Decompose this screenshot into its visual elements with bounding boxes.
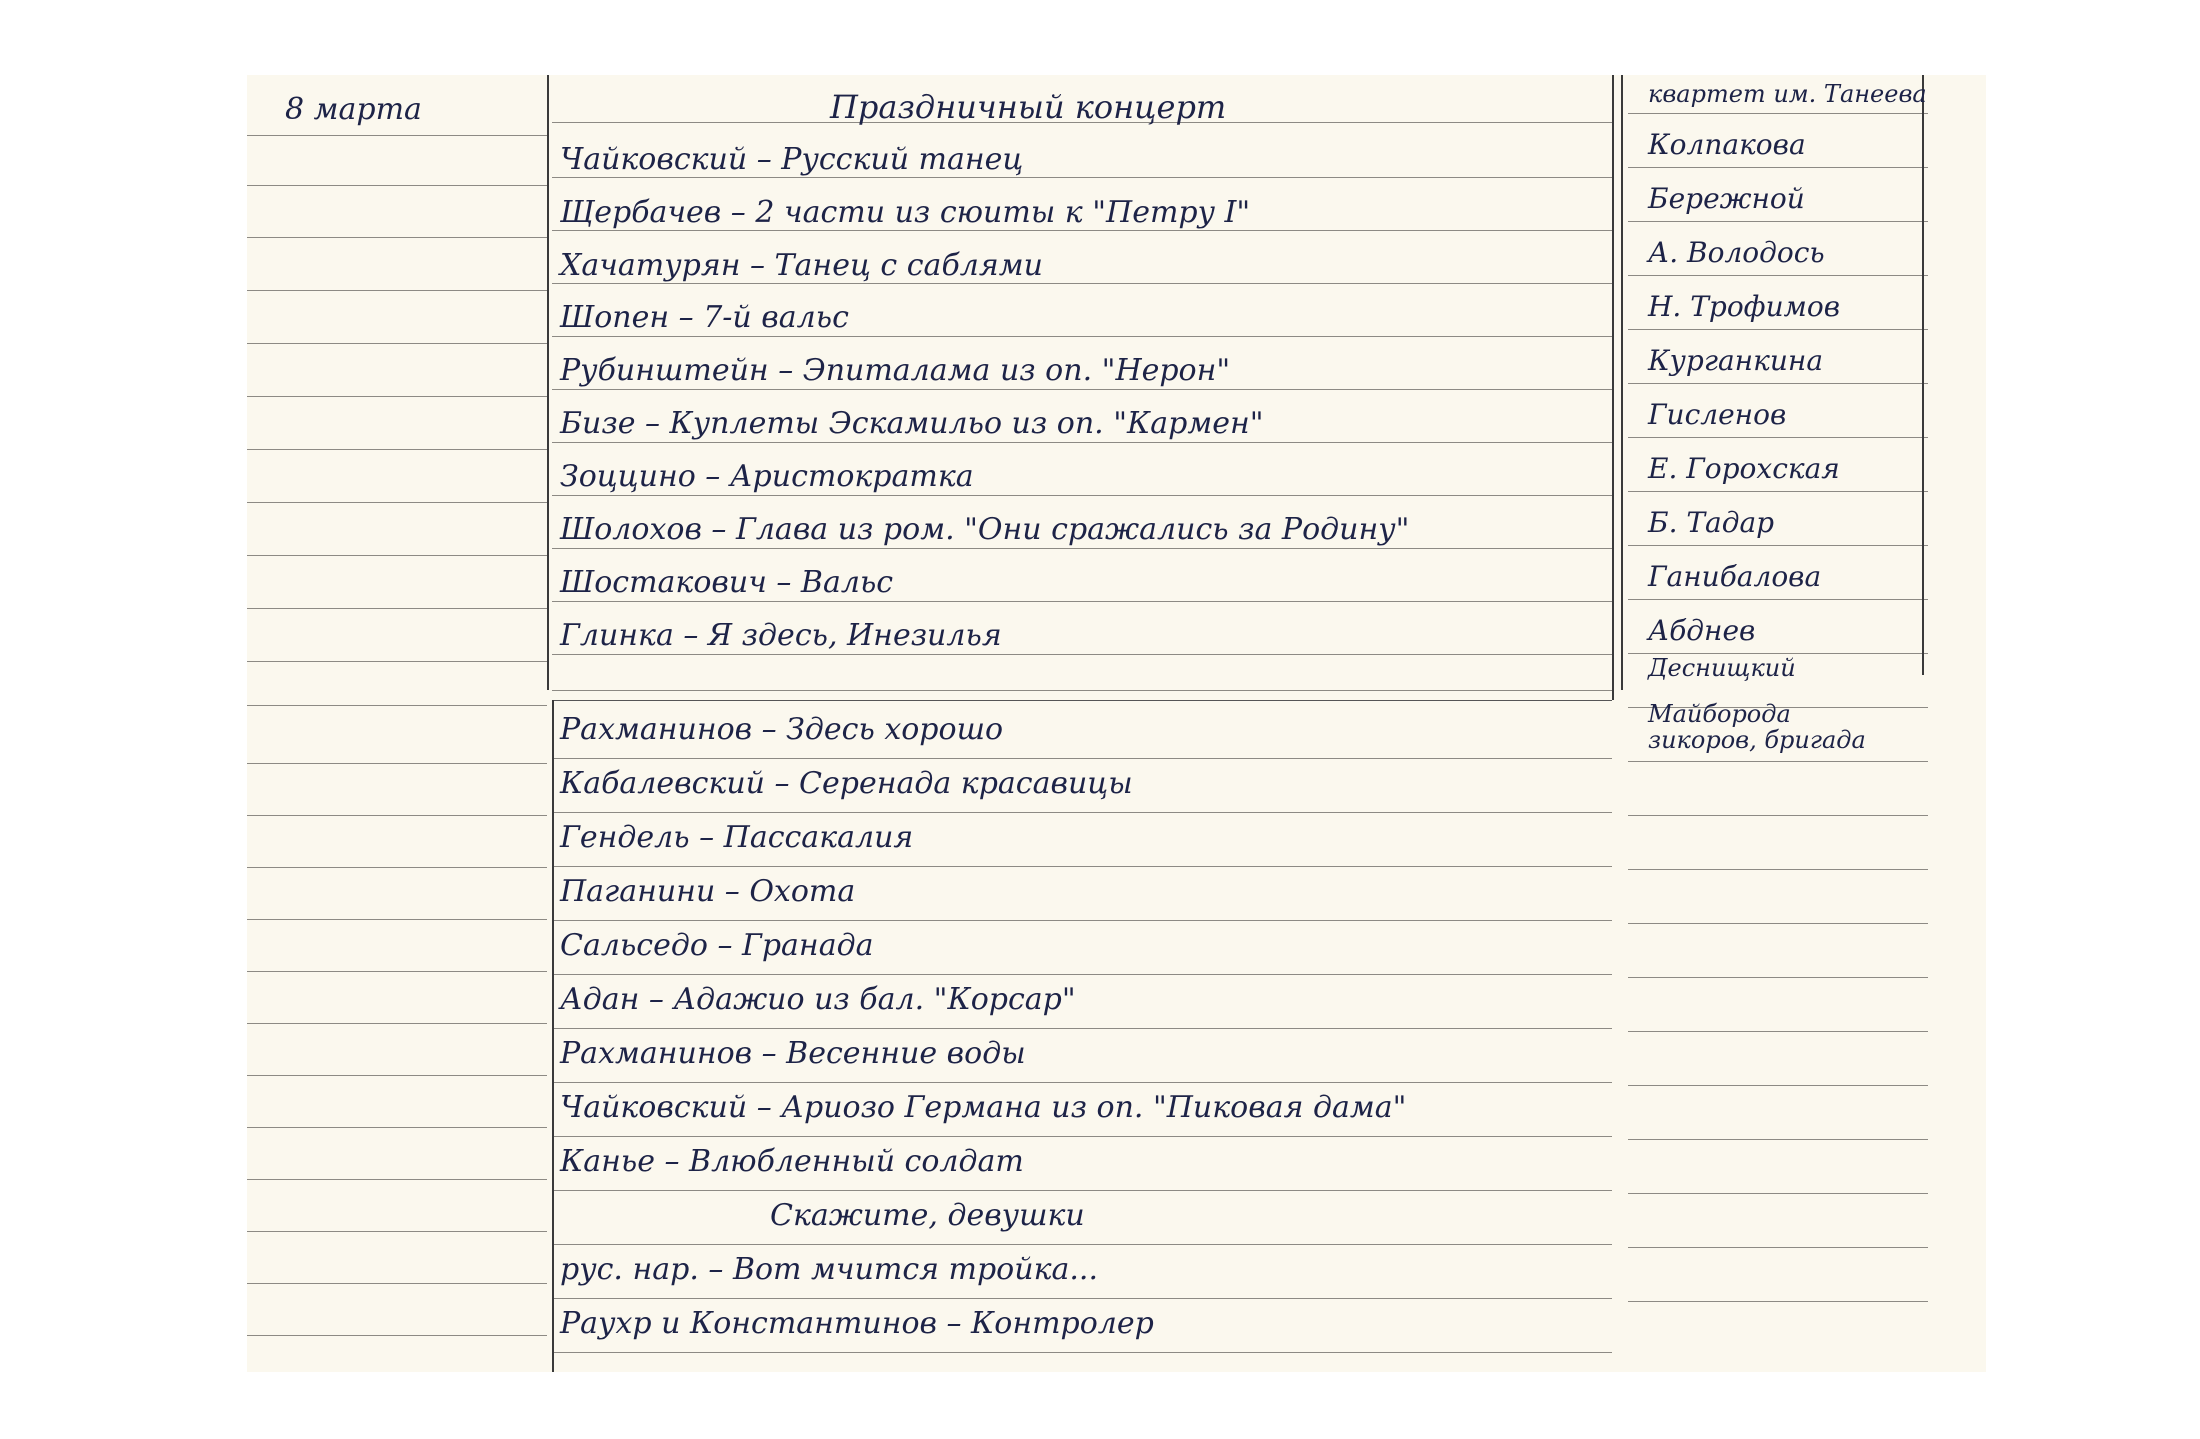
performer-name: Колпакова <box>1648 128 1806 161</box>
ruled-line <box>552 690 1612 691</box>
ruled-line <box>247 1283 547 1284</box>
ruled-line <box>552 1244 1612 1245</box>
ruled-line <box>552 974 1612 975</box>
program-entry: Шолохов – Глава из ром. "Они сражались за Родину" <box>560 512 1410 547</box>
ruled-line <box>247 237 547 238</box>
ruled-line <box>552 1082 1612 1083</box>
ruled-line <box>1628 329 1928 330</box>
performer-name: Гисленов <box>1648 398 1787 431</box>
ruled-line <box>247 135 547 136</box>
ruled-line <box>1628 383 1928 384</box>
ruled-line <box>247 608 547 609</box>
column-border <box>552 700 554 1372</box>
ruled-line <box>247 396 547 397</box>
ruled-line <box>1628 167 1928 168</box>
ruled-line <box>1628 1085 1928 1086</box>
program-entry: Скажите, девушки <box>770 1198 1085 1233</box>
ruled-line <box>247 1179 547 1180</box>
ruled-line <box>247 290 547 291</box>
ruled-line <box>247 763 547 764</box>
ruled-line <box>552 1352 1612 1353</box>
concert-date: 8 марта <box>285 92 422 127</box>
ruled-line <box>552 230 1612 231</box>
ruled-line <box>552 177 1612 178</box>
ruled-line <box>1628 437 1928 438</box>
ruled-line <box>552 548 1612 549</box>
program-entry: Шостакович – Вальс <box>560 565 894 600</box>
program-entry: Чайковский – Ариозо Германа из оп. "Пиковая дама" <box>560 1090 1407 1125</box>
program-entry: Бизе – Куплеты Эскамильо из оп. "Кармен" <box>560 406 1264 441</box>
program-entry: Щербачев – 2 части из сюиты к "Петру I" <box>560 195 1251 230</box>
ruled-line <box>552 283 1612 284</box>
performer-name: Б. Тадар <box>1648 506 1775 539</box>
ruled-line <box>247 343 547 344</box>
ruled-line <box>1628 1247 1928 1248</box>
program-entry: Чайковский – Русский танец <box>560 142 1024 177</box>
ruled-line <box>1628 221 1928 222</box>
program-entry: Адан – Адажио из бал. "Корсар" <box>560 982 1076 1017</box>
program-entry: Раухр и Константинов – Контролер <box>560 1306 1154 1341</box>
ruled-line <box>247 449 547 450</box>
program-entry: Глинка – Я здесь, Инезилья <box>560 618 1002 653</box>
performer-name: А. Володось <box>1648 236 1825 269</box>
ruled-line <box>247 815 547 816</box>
performer-name: зикоров, бригада <box>1648 726 1866 754</box>
ruled-line <box>1628 1031 1928 1032</box>
ruled-line <box>552 495 1612 496</box>
column-border <box>1922 75 1924 675</box>
ruled-line <box>552 442 1612 443</box>
program-entry: Паганини – Охота <box>560 874 856 909</box>
ruled-line <box>1628 599 1928 600</box>
ruled-line <box>247 1335 547 1336</box>
ruled-line <box>1628 545 1928 546</box>
ruled-line <box>552 336 1612 337</box>
ruled-line <box>1628 1301 1928 1302</box>
ruled-line <box>552 812 1612 813</box>
program-entry: Сальседо – Гранада <box>560 928 874 963</box>
block-divider <box>552 700 1612 701</box>
program-entry: Хачатурян – Танец с саблями <box>560 248 1043 283</box>
performer-name: Ганибалова <box>1648 560 1822 593</box>
ruled-line <box>247 185 547 186</box>
performer-name: Н. Трофимов <box>1648 290 1840 323</box>
ruled-line <box>247 705 547 706</box>
ruled-line <box>1628 113 1928 114</box>
ruled-line <box>552 1136 1612 1137</box>
program-entry: Гендель – Пассакалия <box>560 820 914 855</box>
program-entry: Рахманинов – Здесь хорошо <box>560 712 1004 747</box>
ruled-line <box>247 1127 547 1128</box>
ruled-line <box>247 555 547 556</box>
ruled-line <box>247 919 547 920</box>
ruled-line <box>552 866 1612 867</box>
column-border <box>1612 75 1614 700</box>
ruled-line <box>1628 491 1928 492</box>
performer-name: Майборода <box>1648 700 1791 728</box>
performer-name: Абднев <box>1648 614 1756 647</box>
ruled-line <box>247 1023 547 1024</box>
ruled-line <box>1628 977 1928 978</box>
program-entry: Зоццино – Аристократка <box>560 459 974 494</box>
concert-title: Праздничный концерт <box>830 88 1227 126</box>
ruled-line <box>552 654 1612 655</box>
ruled-line <box>247 867 547 868</box>
ruled-line <box>1628 1139 1928 1140</box>
ruled-line <box>247 661 547 662</box>
ruled-line <box>1628 275 1928 276</box>
ruled-line <box>552 1028 1612 1029</box>
performer-name: Курганкина <box>1648 344 1824 377</box>
performer-name: Бережной <box>1648 182 1805 215</box>
ruled-line <box>1628 923 1928 924</box>
ruled-line <box>247 502 547 503</box>
performer-name: Деснищкий <box>1648 654 1796 682</box>
ruled-line <box>552 601 1612 602</box>
ruled-line <box>552 1190 1612 1191</box>
program-entry: Шопен – 7-й вальс <box>560 300 849 335</box>
performer-name: Е. Горохская <box>1648 452 1840 485</box>
ruled-line <box>247 1075 547 1076</box>
ruled-line <box>552 920 1612 921</box>
program-entry: Канье – Влюбленный солдат <box>560 1144 1024 1179</box>
ruled-line <box>552 389 1612 390</box>
program-entry: Рахманинов – Весенние воды <box>560 1036 1026 1071</box>
ruled-line <box>1628 815 1928 816</box>
program-entry: Рубинштейн – Эпиталама из оп. "Нерон" <box>560 353 1231 388</box>
ruled-line <box>1628 761 1928 762</box>
ruled-line <box>247 971 547 972</box>
ruled-line <box>552 758 1612 759</box>
column-border <box>547 75 549 690</box>
ruled-line <box>1628 1193 1928 1194</box>
program-entry: рус. нар. – Вот мчится тройка... <box>560 1252 1098 1287</box>
ruled-line <box>247 1231 547 1232</box>
performer-name: квартет им. Танеева <box>1648 80 1927 108</box>
ruled-line <box>1628 869 1928 870</box>
column-border <box>1621 75 1623 690</box>
program-entry: Кабалевский – Серенада красавицы <box>560 766 1133 801</box>
ruled-line <box>552 1298 1612 1299</box>
